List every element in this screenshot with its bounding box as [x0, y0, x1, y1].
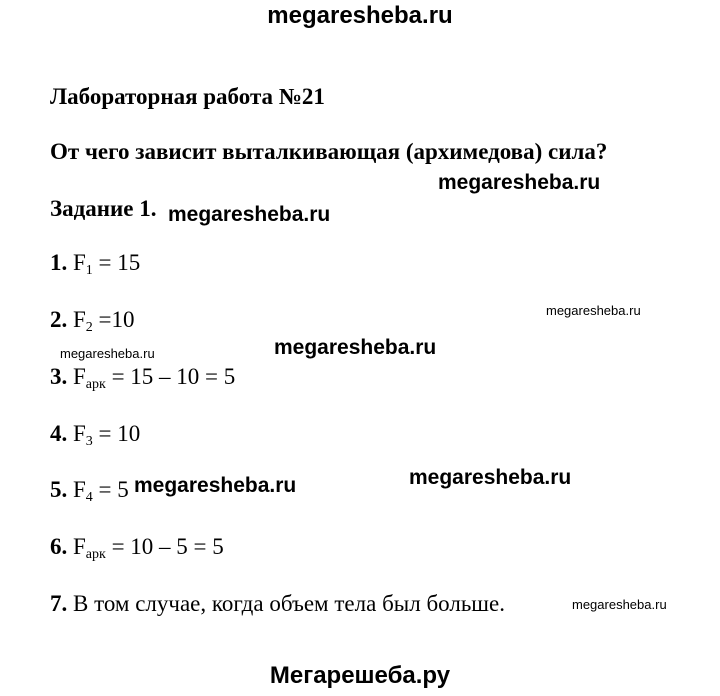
- item-number: 4.: [50, 421, 68, 446]
- item-value: = 10: [92, 421, 141, 446]
- list-item: [50, 477, 129, 503]
- item-subscript: 3: [85, 434, 93, 449]
- watermark: megaresheba.ru: [438, 171, 601, 194]
- list-item: [50, 250, 140, 276]
- item-subscript: арк: [85, 547, 106, 562]
- item-number: 5.: [50, 477, 68, 502]
- item-var: F: [73, 307, 86, 332]
- watermark-bottom: Мегарешеба.ру: [269, 662, 451, 689]
- item-subscript: арк: [85, 377, 106, 392]
- item-subscript: 1: [85, 263, 93, 278]
- item-subscript: 4: [85, 490, 93, 505]
- item-number: 6.: [50, 534, 68, 559]
- watermark-top: megaresheba.ru: [267, 2, 453, 29]
- item-var: F: [73, 534, 86, 559]
- item-number: 3.: [50, 364, 68, 389]
- item-number: 7.: [50, 591, 68, 616]
- watermark: megaresheba.ru: [409, 466, 572, 489]
- watermark: megaresheba.ru: [168, 203, 331, 226]
- watermark: megaresheba.ru: [134, 474, 297, 497]
- item-var: F: [73, 364, 86, 389]
- watermark: megaresheba.ru: [274, 336, 437, 359]
- item-value: = 10 – 5 = 5: [105, 534, 224, 559]
- list-item: [50, 421, 140, 447]
- list-item: [50, 591, 505, 617]
- item-value: = 15 – 10 = 5: [105, 364, 236, 389]
- list-item: [50, 364, 235, 390]
- item-text: В том случае, когда объем тела был больше.: [67, 591, 505, 616]
- list-item: [50, 534, 224, 560]
- watermark: megaresheba.ru: [546, 303, 641, 318]
- lab-title: Лабораторная работа №21: [50, 84, 325, 109]
- item-var: F: [73, 477, 86, 502]
- item-value: = 15: [92, 250, 141, 275]
- item-var: F: [73, 421, 86, 446]
- list-item: [50, 307, 135, 333]
- task-heading: Задание 1.: [50, 196, 157, 221]
- watermark: megaresheba.ru: [60, 346, 155, 361]
- item-number: 2.: [50, 307, 68, 332]
- watermark: megaresheba.ru: [572, 597, 667, 612]
- item-value: =10: [92, 307, 135, 332]
- item-number: 1.: [50, 250, 68, 275]
- item-value: = 5: [92, 477, 129, 502]
- question-heading: От чего зависит выталкивающая (архимедова) сила?: [50, 139, 608, 164]
- item-var: F: [73, 250, 86, 275]
- item-subscript: 2: [85, 320, 93, 335]
